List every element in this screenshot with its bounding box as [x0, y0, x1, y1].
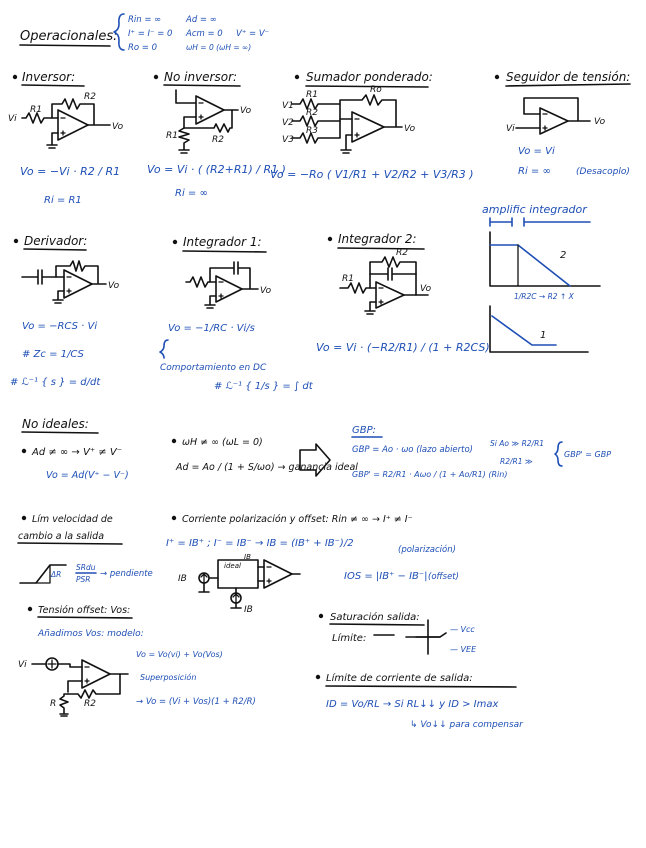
ground-icon [365, 302, 376, 314]
derivador-circuit [22, 261, 120, 303]
svg-text:IB: IB [244, 605, 253, 615]
svg-text:R1: R1 [30, 105, 42, 115]
svg-text:R2: R2 [212, 135, 224, 145]
svg-text:Vo: Vo [420, 284, 432, 294]
svg-text:Vo: Vo [404, 124, 416, 134]
integrador2-circuit [340, 248, 432, 314]
svg-text:R1: R1 [342, 274, 354, 284]
svg-text:PSR: PSR [76, 575, 91, 584]
bullet-icon [22, 449, 26, 453]
svg-text:Vo: Vo [260, 286, 272, 296]
prop-currents: I⁺ = I⁻ = 0 [128, 29, 173, 39]
svg-text:Vi: Vi [506, 124, 515, 134]
inversor-circuit [8, 92, 124, 148]
opamp-icon [58, 110, 88, 140]
seguidor-note: (Desacoplo) [576, 167, 630, 177]
integrador2-title: Integrador 2: [338, 232, 417, 246]
offset-tension-sub: Añadimos Vos: modelo: [38, 629, 144, 639]
ground-icon [60, 694, 68, 716]
polarizacion-eq1: I⁺ = IB⁺ ; I⁻ = IB⁻ → IB = (IB⁺ + IB⁻)/2 [166, 538, 354, 549]
svg-text:IB: IB [244, 553, 251, 561]
bode-title: amplific integrador [482, 203, 587, 216]
prop-ro: Ro = 0 [128, 43, 158, 53]
superposicion-label: Superposición [140, 673, 197, 682]
ground-icon [179, 128, 189, 153]
bullet-icon [14, 239, 18, 243]
no-inversor-rin: Ri = ∞ [175, 188, 208, 199]
capacitor-icon [22, 270, 64, 284]
polarizacion-eq1-note: (polarización) [398, 545, 456, 555]
saturacion-title: Saturación salida: [330, 612, 420, 623]
polarizacion-title: Corriente polarización y offset: Rin ≠ ∞ → I⁺ ≠ I⁻ [182, 514, 413, 525]
gbp-condition-1: Si Ao ≫ R2/R1 [490, 439, 545, 448]
saturacion-underline [330, 624, 424, 625]
offset-current-eq: IOS = |IB⁺ − IB⁻| [344, 571, 428, 582]
svg-text:SRdu: SRdu [76, 563, 96, 572]
svg-text:R3: R3 [306, 126, 318, 136]
prop-virtual-short: V⁺ = V⁻ [236, 29, 270, 39]
derivador-laplace: # ℒ⁻¹ { s } = d/dt [10, 377, 101, 388]
svg-text:1/R2C → R2 ↑ X: 1/R2C → R2 ↑ X [514, 292, 574, 301]
sumador-formula: Vo = −Ro ( V1/R1 + V2/R2 + V3/R3 ) [270, 168, 474, 181]
offset-tension-eq2: → Vo = (Vi + Vos)(1 + R2/R) [136, 697, 256, 707]
no-inversor-title: No inversor: [164, 70, 238, 84]
svg-text:Vi: Vi [18, 660, 27, 670]
seguidor-formula: Vo = Vi [518, 146, 555, 157]
inversor-underline [22, 85, 84, 86]
integrador1-title: Integrador 1: [183, 235, 262, 249]
bullet-icon [316, 675, 320, 679]
no-inversor-circuit [166, 90, 252, 153]
slew-graph [20, 563, 153, 584]
limite-corriente-underline [326, 686, 516, 687]
seguidor-title: Seguidor de tensión: [506, 70, 631, 84]
bullet-icon [13, 75, 17, 79]
bullet-icon [172, 439, 176, 443]
bullet-icon [173, 240, 177, 244]
sumador-underline [306, 86, 428, 87]
svg-text:ΔR: ΔR [51, 570, 62, 579]
ground-icon [47, 133, 58, 148]
offset-tension-underline [38, 617, 132, 618]
svg-text:R1: R1 [166, 131, 178, 141]
gbp-open-loop: GBP = Ao · ωo (lazo abierto) [352, 445, 474, 455]
integrador1-circuit [186, 262, 272, 308]
no-ideales-title: No ideales: [22, 417, 89, 431]
bullet-icon [28, 607, 32, 611]
page-title: Operacionales: [20, 29, 118, 44]
slew-title-1: Lím velocidad de [32, 514, 113, 525]
bullet-icon [328, 237, 332, 241]
saturacion-limite: Límite: [332, 633, 367, 644]
integrador1-formula: Vo = −1/RC · Vi/s [168, 323, 255, 334]
prop-acm: Acm = 0 [186, 29, 223, 39]
bode-ranges [490, 218, 590, 226]
svg-text:V2: V2 [282, 118, 294, 128]
derivador-underline [24, 249, 86, 250]
saturacion-vee: — VEE [450, 645, 477, 654]
ground-icon [341, 135, 352, 153]
limite-corriente-title: Límite de corriente de salida: [326, 673, 473, 684]
sumador-circuit [282, 85, 416, 153]
inversor-title: Inversor: [22, 70, 76, 84]
svg-text:ideal: ideal [224, 562, 241, 570]
svg-text:V3: V3 [282, 135, 294, 145]
opamp-icon [376, 282, 404, 308]
limite-corriente-eq: ID = Vo/RL → Si RL↓↓ y ID > Imax [326, 699, 499, 710]
integrador1-underline [183, 251, 266, 252]
ad-frequency-eq: Ad = Ao / (1 + S/ωo) → ganancia ideal [176, 462, 358, 473]
svg-text:Vo: Vo [108, 281, 120, 291]
svg-text:R: R [50, 699, 57, 709]
bullet-icon [295, 75, 299, 79]
derivador-title: Derivador: [24, 234, 88, 248]
svg-text:Vo: Vo [240, 106, 252, 116]
svg-text:Vo: Vo [112, 122, 124, 132]
sumador-title: Sumador ponderado: [306, 70, 433, 84]
brace-icon [555, 442, 562, 466]
bullet-icon [22, 516, 26, 520]
opamp-icon [540, 108, 568, 134]
svg-text:R1: R1 [306, 90, 318, 100]
gbp-condition-2: R2/R1 ≫ [500, 457, 533, 466]
ground-icon [205, 296, 216, 308]
bode-plot-lower [490, 306, 588, 352]
slew-title-2: cambio a la salida [18, 531, 105, 542]
seguidor-underline [506, 84, 630, 86]
offset-tension-circuit [18, 658, 128, 716]
opamp-icon [264, 560, 292, 588]
saturacion-vcc: — Vcc [450, 625, 475, 634]
svg-text:R2: R2 [306, 108, 318, 118]
ad-finite-line: Ad ≠ ∞ → V⁺ ≠ V⁻ [32, 447, 122, 458]
opamp-icon [196, 96, 224, 124]
gbp-closed-loop: GBP' = R2/R1 · Aωo / (1 + Ao/R1) (Rin) [352, 470, 508, 479]
bullet-icon [154, 75, 158, 79]
title-underline [20, 45, 110, 46]
prop-rin: Rin = ∞ [128, 15, 162, 25]
capacitor-icon [370, 268, 416, 280]
bullet-icon [495, 75, 499, 79]
svg-text:IB: IB [178, 574, 187, 584]
polarizacion-circuit [178, 553, 300, 615]
offset-tension-title: Tensión offset: Vos: [38, 605, 131, 616]
no-ideales-underline [22, 432, 98, 433]
bode-plot-upper [490, 232, 600, 301]
limite-corriente-note: ↳ Vo↓↓ para compensar [410, 720, 523, 730]
no-inversor-formula: Vo = Vi · ( (R2+R1) / R1 ) [147, 163, 286, 176]
bullet-icon [319, 614, 323, 618]
svg-text:2: 2 [560, 250, 567, 261]
svg-text:Ro: Ro [370, 85, 382, 95]
slew-underline [18, 543, 122, 544]
brace-icon [114, 14, 124, 50]
bullet-icon [172, 516, 176, 520]
seguidor-rin: Ri = ∞ [518, 166, 551, 177]
svg-text:Vi: Vi [8, 114, 17, 124]
offset-tension-eq1: Vo = Vo(vi) + Vo(Vos) [136, 650, 223, 659]
integrador1-laplace: # ℒ⁻¹ { 1/s } = ∫ dt [214, 381, 313, 392]
integrador2-underline [338, 248, 424, 249]
inversor-rin: Ri = R1 [44, 195, 82, 206]
no-inversor-underline [164, 85, 240, 86]
svg-text:→ pendiente: → pendiente [100, 569, 153, 579]
ad-finite-formula: Vo = Ad(V⁺ − V⁻) [46, 470, 129, 481]
opamp-icon [216, 276, 242, 302]
derivador-formula: Vo = −RCS · Vi [22, 321, 98, 332]
integrador2-formula: Vo = Vi · (−R2/R1) / (1 + R2CS) [316, 341, 490, 354]
wh-finite-line: ωH ≠ ∞ (ωL = 0) [182, 437, 263, 448]
seguidor-circuit [506, 98, 606, 134]
integrador1-note: Comportamiento en DC [160, 363, 267, 373]
gbp-title: GBP: [352, 425, 376, 436]
offset-current-note: (offset) [428, 572, 459, 582]
gbp-result: GBP' = GBP [564, 450, 612, 459]
svg-text:R2: R2 [84, 92, 96, 102]
brace-icon [160, 340, 168, 358]
opamp-icon [82, 660, 110, 688]
opamp-icon [64, 270, 92, 298]
prop-bandwidth: ωH = 0 (ωH = ∞) [186, 43, 252, 52]
svg-text:R2: R2 [396, 248, 408, 258]
svg-text:R2: R2 [84, 699, 96, 709]
svg-text:V1: V1 [282, 101, 294, 111]
svg-text:Vo: Vo [594, 117, 606, 127]
prop-ad: Ad = ∞ [186, 15, 217, 25]
inversor-formula: Vo = −Vi · R2 / R1 [20, 165, 121, 178]
ground-icon [53, 291, 64, 303]
svg-text:1: 1 [540, 330, 547, 341]
derivador-zc: # Zc = 1/CS [22, 349, 84, 360]
